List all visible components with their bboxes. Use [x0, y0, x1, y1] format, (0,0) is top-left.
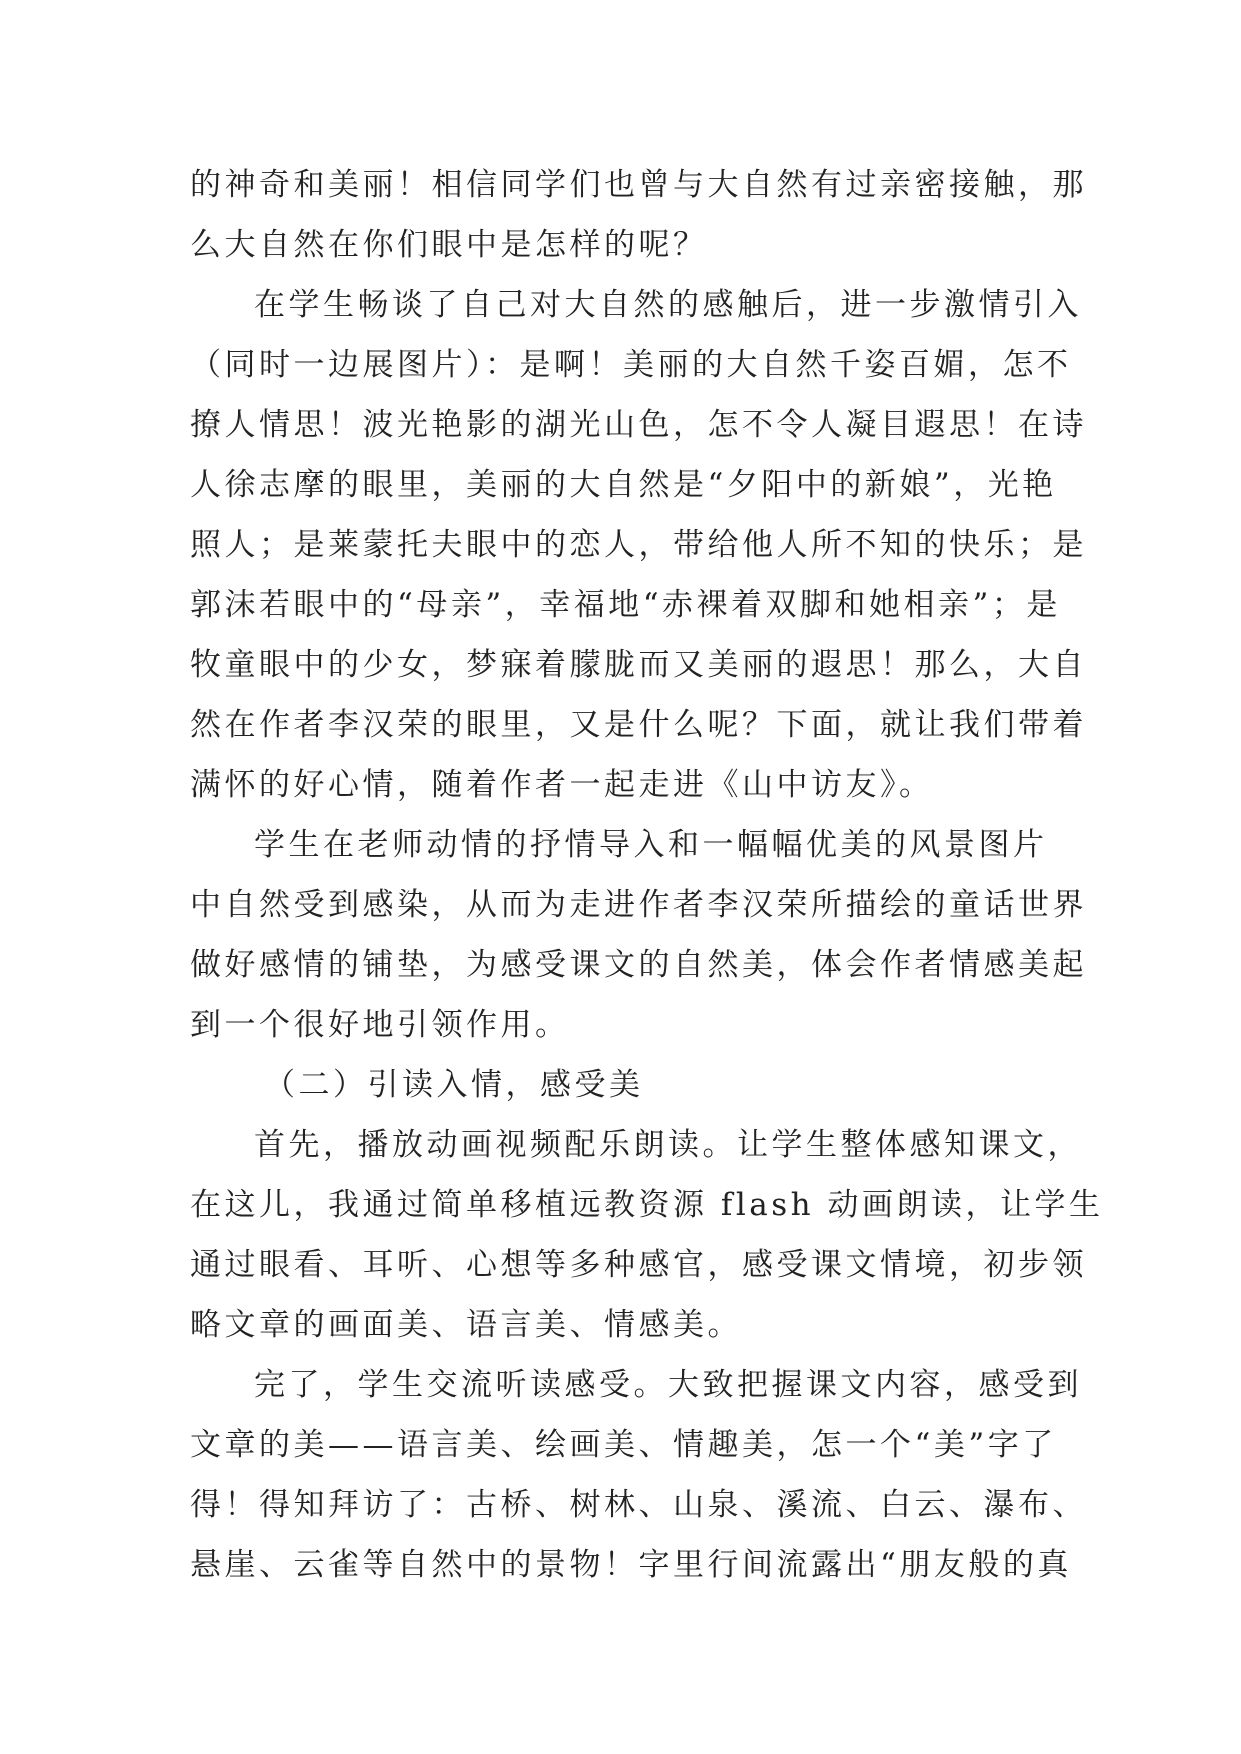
paragraph-start-line: 首先，播放动画视频配乐朗读。让学生整体感知课文， [254, 1127, 1082, 1163]
text-line: 满怀的好心情，随着作者一起走进《山中访友》。 [190, 767, 934, 803]
paragraph-start-line: 在学生畅谈了自己对大自然的感触后，进一步激情引入 [254, 287, 1082, 323]
text-line: 然在作者李汉荣的眼里，又是什么呢？下面，就让我们带着 [190, 707, 1087, 743]
text-line: 照人；是莱蒙托夫眼中的恋人，带给他人所不知的快乐；是 [190, 527, 1087, 563]
text-line: 的神奇和美丽！相信同学们也曾与大自然有过亲密接触，那 [190, 167, 1087, 203]
text-line: 文章的美——语言美、绘画美、情趣美，怎一个“美”字了 [190, 1427, 1057, 1463]
text-line: 郭沫若眼中的“母亲”，幸福地“赤裸着双脚和她相亲”；是 [190, 587, 1061, 623]
text-line: 人徐志摩的眼里，美丽的大自然是“夕阳中的新娘”，光艳 [190, 467, 1057, 503]
text-line: 牧童眼中的少女，梦寐着朦胧而又美丽的遐思！那么，大自 [190, 647, 1087, 683]
text-line: 在这儿，我通过简单移植远教资源 flash 动画朗读，让学生 [190, 1187, 1104, 1223]
section-heading: （二）引读入情，感受美 [264, 1067, 644, 1103]
text-line: 中自然受到感染，从而为走进作者李汉荣所描绘的童话世界 [190, 887, 1087, 923]
paragraph-start-line: 完了，学生交流听读感受。大致把握课文内容，感受到 [254, 1367, 1082, 1403]
text-line: 撩人情思！波光艳影的湖光山色，怎不令人凝目遐思！在诗 [190, 407, 1087, 443]
text-line: 到一个很好地引领作用。 [190, 1007, 570, 1043]
text-line: （同时一边展图片）：是啊！美丽的大自然千姿百媚，怎不 [190, 347, 1072, 383]
document-body [190, 155, 1104, 1595]
text-line: 得！得知拜访了：古桥、树林、山泉、溪流、白云、瀑布、 [190, 1487, 1087, 1523]
text-line: 略文章的画面美、语言美、情感美。 [190, 1307, 742, 1343]
text-line: 通过眼看、耳听、心想等多种感官，感受课文情境，初步领 [190, 1247, 1087, 1283]
text-line: 么大自然在你们眼中是怎样的呢？ [190, 227, 708, 263]
text-line: 悬崖、云雀等自然中的景物！字里行间流露出“朋友般的真 [190, 1547, 1072, 1583]
paragraph-start-line: 学生在老师动情的抒情导入和一幅幅优美的风景图片 [254, 827, 1048, 863]
text-line: 做好感情的铺垫，为感受课文的自然美，体会作者情感美起 [190, 947, 1087, 983]
